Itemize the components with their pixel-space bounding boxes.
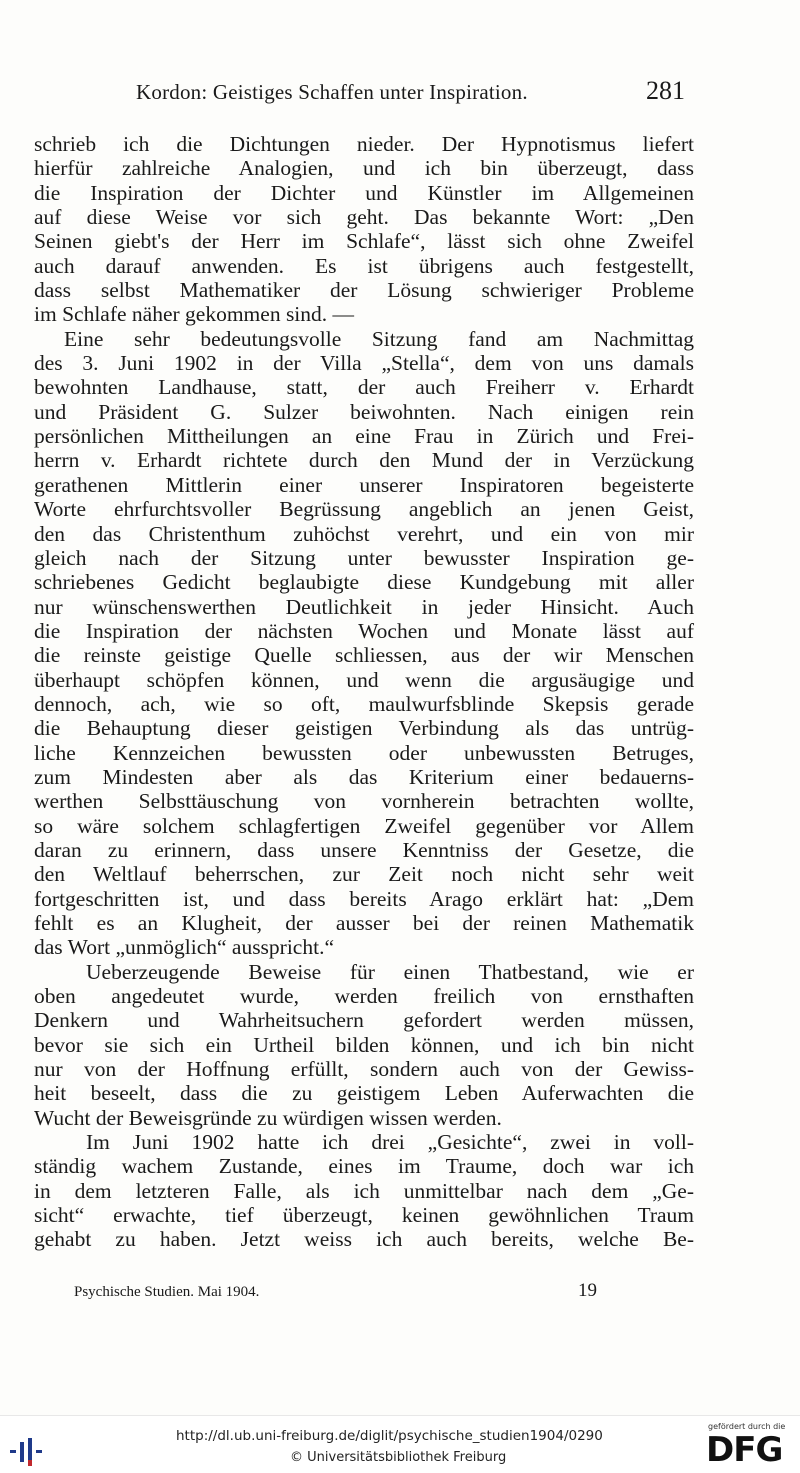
dfg-logo: DFG: [706, 1430, 783, 1470]
text-line: die reinste geistige Quelle schliessen, aus der wir Menschen: [34, 643, 694, 668]
text-line: Ueberzeugende Beweise für einen Thatbestand, wie er: [86, 959, 694, 984]
text-line: die Behauptung dieser geistigen Verbindung als das untrüg-: [34, 716, 694, 741]
text-line: nur wünschenswerthen Deutlichkeit in jeder Hinsicht. Auch: [34, 594, 694, 619]
text-line: Worte ehrfurchtsvoller Begrüssung angeblich an jenen Geist,: [34, 497, 694, 522]
text-line: schriebenes Gedicht beglaubigte diese Kundgebung mit aller: [34, 570, 694, 595]
text-line: dass selbst Mathematiker der Lösung schwieriger Probleme: [34, 278, 694, 303]
text-line: auch darauf anwenden. Es ist übrigens auch festgestellt,: [34, 253, 694, 278]
text-line: bewohnten Landhause, statt, der auch Freiherr v. Erhardt: [34, 375, 694, 400]
text-line: gleich nach der Sitzung unter bewusster Inspiration ge-: [34, 545, 694, 570]
text-line: im Schlafe näher gekommen sind. —: [34, 302, 355, 327]
text-line: hierfür zahlreiche Analogien, und ich bin überzeugt, dass: [34, 156, 694, 181]
text-line: des 3. Juni 1902 in der Villa „Stella“, dem von uns damals: [34, 351, 694, 376]
running-title: Kordon: Geistiges Schaffen unter Inspiration.: [136, 80, 528, 104]
copyright-notice: © Universitätsbibliothek Freiburg: [290, 1450, 507, 1465]
text-line: das Wort „unmöglich“ ausspricht.“: [34, 935, 334, 960]
text-line: gehabt zu haben. Jetzt weiss ich auch bereits, welche Be-: [34, 1227, 694, 1252]
text-line: die Inspiration der nächsten Wochen und Monate lässt auf: [34, 618, 694, 643]
text-line: so wäre solchem schlagfertigen Zweifel gegenüber vor Allem: [34, 813, 694, 838]
ub-freiburg-logo-icon: [10, 1438, 50, 1468]
text-line: persönlichen Mittheilungen an eine Frau in Zürich und Frei-: [34, 424, 694, 449]
text-line: nur von der Hoffnung erfüllt, sondern auch von der Gewiss-: [34, 1057, 694, 1082]
page-number: 281: [646, 76, 685, 105]
signature-mark: 19: [578, 1280, 597, 1301]
text-line: den das Christenthum zuhöchst verehrt, und ein von mir: [34, 521, 694, 546]
journal-footer: Psychische Studien. Mai 1904.: [74, 1284, 260, 1300]
text-line: gerathenen Mittlerin einer unserer Inspiratoren begeisterte: [34, 472, 694, 497]
text-line: heit beseelt, dass die zu geistigem Leben Auferwachten die: [34, 1081, 694, 1106]
text-line: in dem letzteren Falle, als ich unmittelbar nach dem „Ge-: [34, 1178, 694, 1203]
text-line: fortgeschritten ist, und dass bereits Arago erklärt hat: „Dem: [34, 886, 694, 911]
text-line: Seinen giebt's der Herr im Schlafe“, lässt sich ohne Zweifel: [34, 229, 694, 254]
text-line: fehlt es an Klugheit, der ausser bei der reinen Mathematik: [34, 911, 694, 935]
text-line: den Weltlauf beherrschen, zur Zeit noch nicht sehr weit: [34, 862, 694, 887]
text-line: ständig wachem Zustande, eines im Traume, doch war ich: [34, 1154, 694, 1179]
text-line: dennoch, ach, wie so oft, maulwurfsblinde Skepsis gerade: [34, 691, 694, 716]
text-line: liche Kennzeichen bewussten oder unbewussten Betruges,: [34, 740, 694, 765]
text-line: werthen Selbsttäuschung von vornherein betrachten wollte,: [34, 789, 694, 814]
text-line: überhaupt schöpfen können, und wenn die argusäugige und: [34, 667, 694, 692]
text-line: zum Mindesten aber als das Kriterium einer bedauerns-: [34, 764, 694, 789]
text-line: die Inspiration der Dichter und Künstler im Allgemeinen: [34, 180, 694, 205]
permalink-url[interactable]: http://dl.ub.uni-freiburg.de/diglit/psychische_studien1904/0290: [176, 1428, 603, 1444]
text-line: herrn v. Erhardt richtete durch den Mund der in Verzückung: [34, 448, 694, 473]
text-line: Eine sehr bedeutungsvolle Sitzung fand am Nachmittag: [64, 326, 694, 351]
text-line: daran zu erinnern, dass unsere Kenntniss der Gesetze, die: [34, 837, 694, 862]
dfg-funding-note: gefördert durch die: [708, 1422, 786, 1431]
viewer-bottom-bar: [0, 1415, 800, 1473]
text-line: sicht“ erwachte, tief überzeugt, keinen gewöhnlichen Traum: [34, 1203, 694, 1228]
text-line: und Präsident G. Sulzer beiwohnten. Nach einigen rein: [34, 399, 694, 424]
text-line: Denkern und Wahrheitsuchern gefordert werden müssen,: [34, 1008, 694, 1033]
text-line: Im Juni 1902 hatte ich drei „Gesichte“, zwei in voll-: [86, 1130, 694, 1155]
text-line: schrieb ich die Dichtungen nieder. Der Hypnotismus liefert: [34, 132, 694, 156]
text-line: Wucht der Beweisgründe zu würdigen wissen werden.: [34, 1105, 502, 1130]
body-text: [34, 132, 694, 1252]
text-line: oben angedeutet wurde, werden freilich von ernsthaften: [34, 984, 694, 1009]
text-line: auf diese Weise vor sich geht. Das bekannte Wort: „Den: [34, 205, 694, 230]
text-line: bevor sie sich ein Urtheil bilden können, und ich bin nicht: [34, 1032, 694, 1057]
